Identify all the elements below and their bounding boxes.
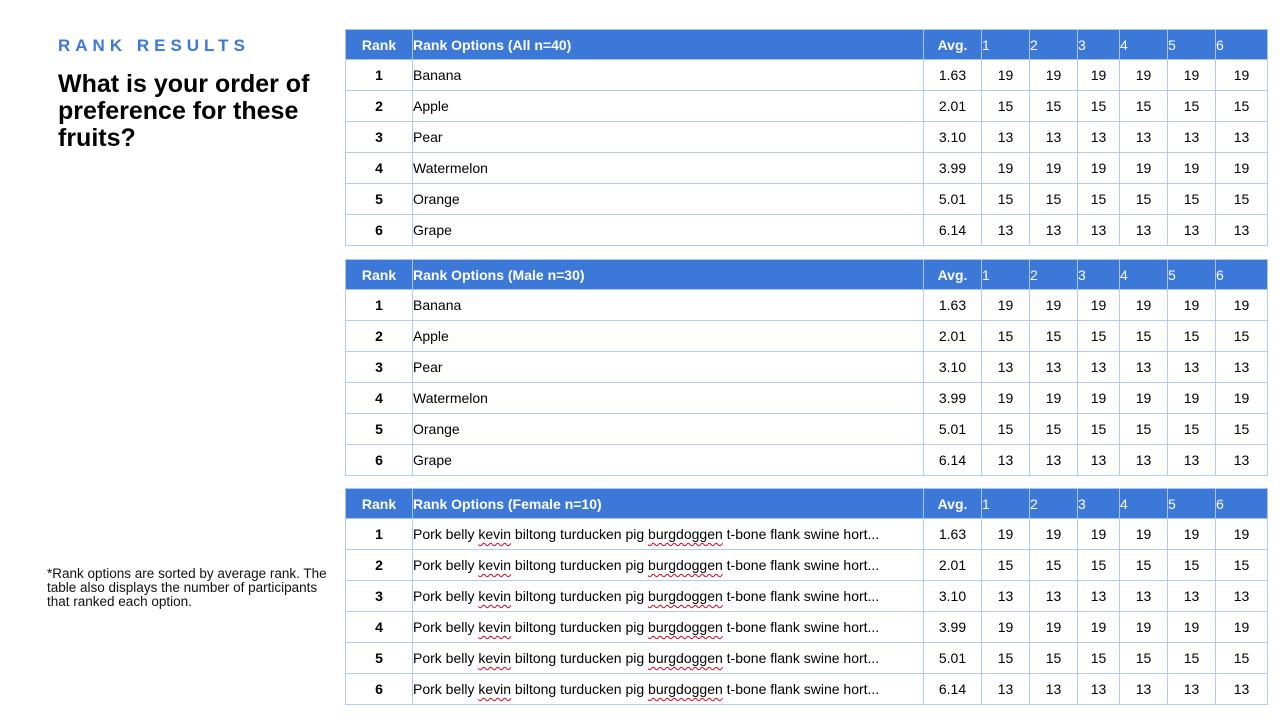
- count-cell: 19: [1216, 60, 1268, 91]
- rank-cell: 3: [346, 122, 413, 153]
- count-cell: 13: [1216, 581, 1268, 612]
- option-cell: Watermelon: [413, 153, 924, 184]
- count-cell: 13: [1078, 122, 1120, 153]
- count-cell: 19: [1078, 383, 1120, 414]
- rank-cell: 4: [346, 153, 413, 184]
- option-cell: Pork belly kevin biltong turducken pig burgdoggen t-bone flank swine hort...: [413, 643, 924, 674]
- table-row: [346, 674, 1268, 705]
- count-cell: 13: [1168, 581, 1216, 612]
- count-cell: 19: [982, 519, 1030, 550]
- count-cell: 13: [982, 581, 1030, 612]
- count-cell: 15: [1168, 643, 1216, 674]
- rank-column-header: Rank: [346, 489, 413, 519]
- count-column-header: 4: [1120, 260, 1168, 290]
- count-column-header: 2: [1030, 30, 1078, 60]
- count-cell: 15: [982, 643, 1030, 674]
- count-cell: 19: [1078, 290, 1120, 321]
- rank-cell: 2: [346, 550, 413, 581]
- avg-cell: 1.63: [924, 60, 982, 91]
- count-column-header: 1: [982, 260, 1030, 290]
- option-cell: Orange: [413, 414, 924, 445]
- rank-cell: 5: [346, 414, 413, 445]
- rank-cell: 5: [346, 643, 413, 674]
- count-column-header: 3: [1078, 489, 1120, 519]
- count-cell: 15: [1168, 321, 1216, 352]
- table-row: [346, 581, 1268, 612]
- count-cell: 15: [1030, 184, 1078, 215]
- count-cell: 19: [982, 612, 1030, 643]
- count-cell: 13: [1030, 581, 1078, 612]
- count-cell: 13: [982, 445, 1030, 476]
- options-column-header: Rank Options (All n=40): [413, 30, 924, 60]
- count-column-header: 4: [1120, 489, 1168, 519]
- count-cell: 15: [1216, 643, 1268, 674]
- count-cell: 19: [1030, 290, 1078, 321]
- count-cell: 19: [1168, 519, 1216, 550]
- rank-cell: 1: [346, 519, 413, 550]
- count-cell: 19: [1168, 612, 1216, 643]
- rank-cell: 5: [346, 184, 413, 215]
- option-cell: Apple: [413, 321, 924, 352]
- count-cell: 13: [1120, 581, 1168, 612]
- question-title: What is your order of preference for these fruits?: [58, 70, 310, 152]
- count-cell: 15: [1078, 643, 1120, 674]
- count-cell: 13: [1120, 215, 1168, 246]
- count-cell: 13: [1078, 674, 1120, 705]
- count-cell: 19: [982, 60, 1030, 91]
- count-cell: 15: [1078, 91, 1120, 122]
- count-cell: 13: [1216, 674, 1268, 705]
- table-row: [346, 321, 1268, 352]
- count-cell: 19: [1120, 519, 1168, 550]
- count-cell: 19: [1120, 60, 1168, 91]
- option-cell: Pork belly kevin biltong turducken pig burgdoggen t-bone flank swine hort...: [413, 674, 924, 705]
- count-cell: 19: [1030, 612, 1078, 643]
- count-cell: 13: [1216, 215, 1268, 246]
- count-column-header: 5: [1168, 30, 1216, 60]
- count-cell: 15: [1216, 550, 1268, 581]
- avg-cell: 3.99: [924, 153, 982, 184]
- count-cell: 19: [1030, 383, 1078, 414]
- count-cell: 13: [1078, 352, 1120, 383]
- count-cell: 13: [1216, 352, 1268, 383]
- count-cell: 13: [982, 674, 1030, 705]
- count-column-header: 3: [1078, 260, 1120, 290]
- count-cell: 19: [982, 383, 1030, 414]
- avg-cell: 5.01: [924, 184, 982, 215]
- table-header-row: [346, 30, 1268, 60]
- count-cell: 15: [982, 184, 1030, 215]
- avg-cell: 3.99: [924, 612, 982, 643]
- options-column-header: Rank Options (Male n=30): [413, 260, 924, 290]
- count-column-header: 1: [982, 30, 1030, 60]
- count-cell: 19: [1168, 383, 1216, 414]
- rank-cell: 3: [346, 581, 413, 612]
- count-cell: 13: [1216, 122, 1268, 153]
- count-cell: 13: [1078, 445, 1120, 476]
- avg-cell: 1.63: [924, 290, 982, 321]
- option-cell: Pear: [413, 122, 924, 153]
- rank-cell: 3: [346, 352, 413, 383]
- count-cell: 13: [1078, 581, 1120, 612]
- rank-cell: 4: [346, 612, 413, 643]
- count-cell: 13: [1120, 122, 1168, 153]
- count-cell: 13: [1216, 445, 1268, 476]
- count-cell: 13: [1168, 122, 1216, 153]
- rank-cell: 1: [346, 60, 413, 91]
- count-cell: 19: [1078, 153, 1120, 184]
- count-cell: 15: [1120, 184, 1168, 215]
- count-cell: 13: [1168, 352, 1216, 383]
- option-cell: Pork belly kevin biltong turducken pig burgdoggen t-bone flank swine hort...: [413, 581, 924, 612]
- avg-cell: 2.01: [924, 550, 982, 581]
- avg-cell: 3.10: [924, 581, 982, 612]
- table-row: [346, 550, 1268, 581]
- count-cell: 19: [1168, 290, 1216, 321]
- count-cell: 19: [1216, 153, 1268, 184]
- count-cell: 15: [1168, 550, 1216, 581]
- avg-cell: 6.14: [924, 445, 982, 476]
- avg-cell: 3.10: [924, 352, 982, 383]
- table-row: [346, 445, 1268, 476]
- rank-cell: 6: [346, 445, 413, 476]
- table-header-row: [346, 260, 1268, 290]
- rank-cell: 1: [346, 290, 413, 321]
- option-cell: Watermelon: [413, 383, 924, 414]
- rank-column-header: Rank: [346, 30, 413, 60]
- count-cell: 15: [1078, 321, 1120, 352]
- count-column-header: 2: [1030, 489, 1078, 519]
- count-cell: 13: [1120, 674, 1168, 705]
- table-row: [346, 352, 1268, 383]
- count-cell: 19: [1030, 519, 1078, 550]
- count-cell: 13: [982, 215, 1030, 246]
- option-cell: Pork belly kevin biltong turducken pig burgdoggen t-bone flank swine hort...: [413, 612, 924, 643]
- count-cell: 13: [1120, 352, 1168, 383]
- table-row: [346, 91, 1268, 122]
- count-column-header: 5: [1168, 489, 1216, 519]
- count-column-header: 4: [1120, 30, 1168, 60]
- count-cell: 15: [1030, 643, 1078, 674]
- count-cell: 19: [1030, 153, 1078, 184]
- rank-cell: 4: [346, 383, 413, 414]
- footnote: *Rank options are sorted by average rank. The table also displays the number of participants that ranked each option.: [47, 566, 327, 609]
- rank-cell: 6: [346, 674, 413, 705]
- count-cell: 19: [1078, 519, 1120, 550]
- table-row: [346, 519, 1268, 550]
- option-cell: Banana: [413, 290, 924, 321]
- count-cell: 15: [1216, 321, 1268, 352]
- options-column-header: Rank Options (Female n=10): [413, 489, 924, 519]
- count-cell: 19: [1078, 612, 1120, 643]
- count-cell: 15: [1216, 414, 1268, 445]
- count-cell: 19: [1216, 612, 1268, 643]
- table-row: [346, 612, 1268, 643]
- count-cell: 19: [1078, 60, 1120, 91]
- avg-cell: 5.01: [924, 414, 982, 445]
- table-row: [346, 153, 1268, 184]
- option-cell: Pork belly kevin biltong turducken pig burgdoggen t-bone flank swine hort...: [413, 550, 924, 581]
- avg-column-header: Avg.: [924, 260, 982, 290]
- count-cell: 15: [1168, 414, 1216, 445]
- avg-cell: 2.01: [924, 91, 982, 122]
- option-cell: Pear: [413, 352, 924, 383]
- option-cell: Pork belly kevin biltong turducken pig burgdoggen t-bone flank swine hort...: [413, 519, 924, 550]
- rank-cell: 2: [346, 91, 413, 122]
- count-cell: 15: [1120, 321, 1168, 352]
- count-cell: 19: [1120, 612, 1168, 643]
- count-cell: 15: [982, 550, 1030, 581]
- count-cell: 13: [1030, 445, 1078, 476]
- rank-cell: 6: [346, 215, 413, 246]
- count-cell: 15: [982, 91, 1030, 122]
- count-column-header: 2: [1030, 260, 1078, 290]
- option-cell: Grape: [413, 215, 924, 246]
- table-row: [346, 184, 1268, 215]
- table-row: [346, 60, 1268, 91]
- count-column-header: 6: [1216, 489, 1268, 519]
- table-row: [346, 383, 1268, 414]
- count-cell: 15: [982, 414, 1030, 445]
- count-cell: 15: [1168, 184, 1216, 215]
- count-cell: 15: [1120, 643, 1168, 674]
- count-cell: 19: [1216, 519, 1268, 550]
- count-cell: 13: [1030, 352, 1078, 383]
- count-cell: 15: [1078, 414, 1120, 445]
- count-cell: 19: [1030, 60, 1078, 91]
- count-cell: 15: [1030, 91, 1078, 122]
- table-row: [346, 215, 1268, 246]
- rank-column-header: Rank: [346, 260, 413, 290]
- section-kicker: RANK RESULTS: [58, 36, 250, 55]
- count-cell: 15: [1030, 321, 1078, 352]
- count-cell: 13: [1168, 215, 1216, 246]
- count-cell: 13: [1168, 445, 1216, 476]
- option-cell: Apple: [413, 91, 924, 122]
- rank-table-female: [345, 488, 1268, 705]
- rank-cell: 2: [346, 321, 413, 352]
- option-cell: Banana: [413, 60, 924, 91]
- option-cell: Grape: [413, 445, 924, 476]
- avg-cell: 3.10: [924, 122, 982, 153]
- count-cell: 15: [1030, 414, 1078, 445]
- table-row: [346, 290, 1268, 321]
- table-header-row: [346, 489, 1268, 519]
- count-cell: 19: [982, 153, 1030, 184]
- rank-table-all: [345, 29, 1268, 246]
- count-cell: 19: [1120, 153, 1168, 184]
- count-column-header: 3: [1078, 30, 1120, 60]
- avg-cell: 5.01: [924, 643, 982, 674]
- count-cell: 19: [1168, 153, 1216, 184]
- count-cell: 19: [1216, 290, 1268, 321]
- table-row: [346, 122, 1268, 153]
- count-cell: 15: [982, 321, 1030, 352]
- count-column-header: 6: [1216, 30, 1268, 60]
- avg-column-header: Avg.: [924, 30, 982, 60]
- avg-cell: 1.63: [924, 519, 982, 550]
- count-cell: 13: [982, 352, 1030, 383]
- count-cell: 15: [1168, 91, 1216, 122]
- option-cell: Orange: [413, 184, 924, 215]
- count-cell: 15: [1216, 184, 1268, 215]
- count-cell: 15: [1030, 550, 1078, 581]
- count-cell: 19: [1216, 383, 1268, 414]
- count-cell: 19: [1168, 60, 1216, 91]
- count-column-header: 5: [1168, 260, 1216, 290]
- count-column-header: 6: [1216, 260, 1268, 290]
- avg-cell: 3.99: [924, 383, 982, 414]
- count-cell: 13: [1030, 215, 1078, 246]
- count-cell: 13: [982, 122, 1030, 153]
- count-cell: 13: [1078, 215, 1120, 246]
- count-cell: 15: [1120, 414, 1168, 445]
- count-cell: 13: [1168, 674, 1216, 705]
- avg-cell: 6.14: [924, 215, 982, 246]
- count-cell: 15: [1120, 550, 1168, 581]
- rank-table-male: [345, 259, 1268, 476]
- count-cell: 15: [1078, 184, 1120, 215]
- count-cell: 15: [1120, 91, 1168, 122]
- table-row: [346, 414, 1268, 445]
- count-cell: 13: [1030, 674, 1078, 705]
- count-cell: 13: [1030, 122, 1078, 153]
- count-cell: 15: [1078, 550, 1120, 581]
- avg-cell: 6.14: [924, 674, 982, 705]
- count-cell: 13: [1120, 445, 1168, 476]
- table-row: [346, 643, 1268, 674]
- count-column-header: 1: [982, 489, 1030, 519]
- count-cell: 19: [1120, 383, 1168, 414]
- count-cell: 15: [1216, 91, 1268, 122]
- count-cell: 19: [1120, 290, 1168, 321]
- avg-cell: 2.01: [924, 321, 982, 352]
- count-cell: 19: [982, 290, 1030, 321]
- avg-column-header: Avg.: [924, 489, 982, 519]
